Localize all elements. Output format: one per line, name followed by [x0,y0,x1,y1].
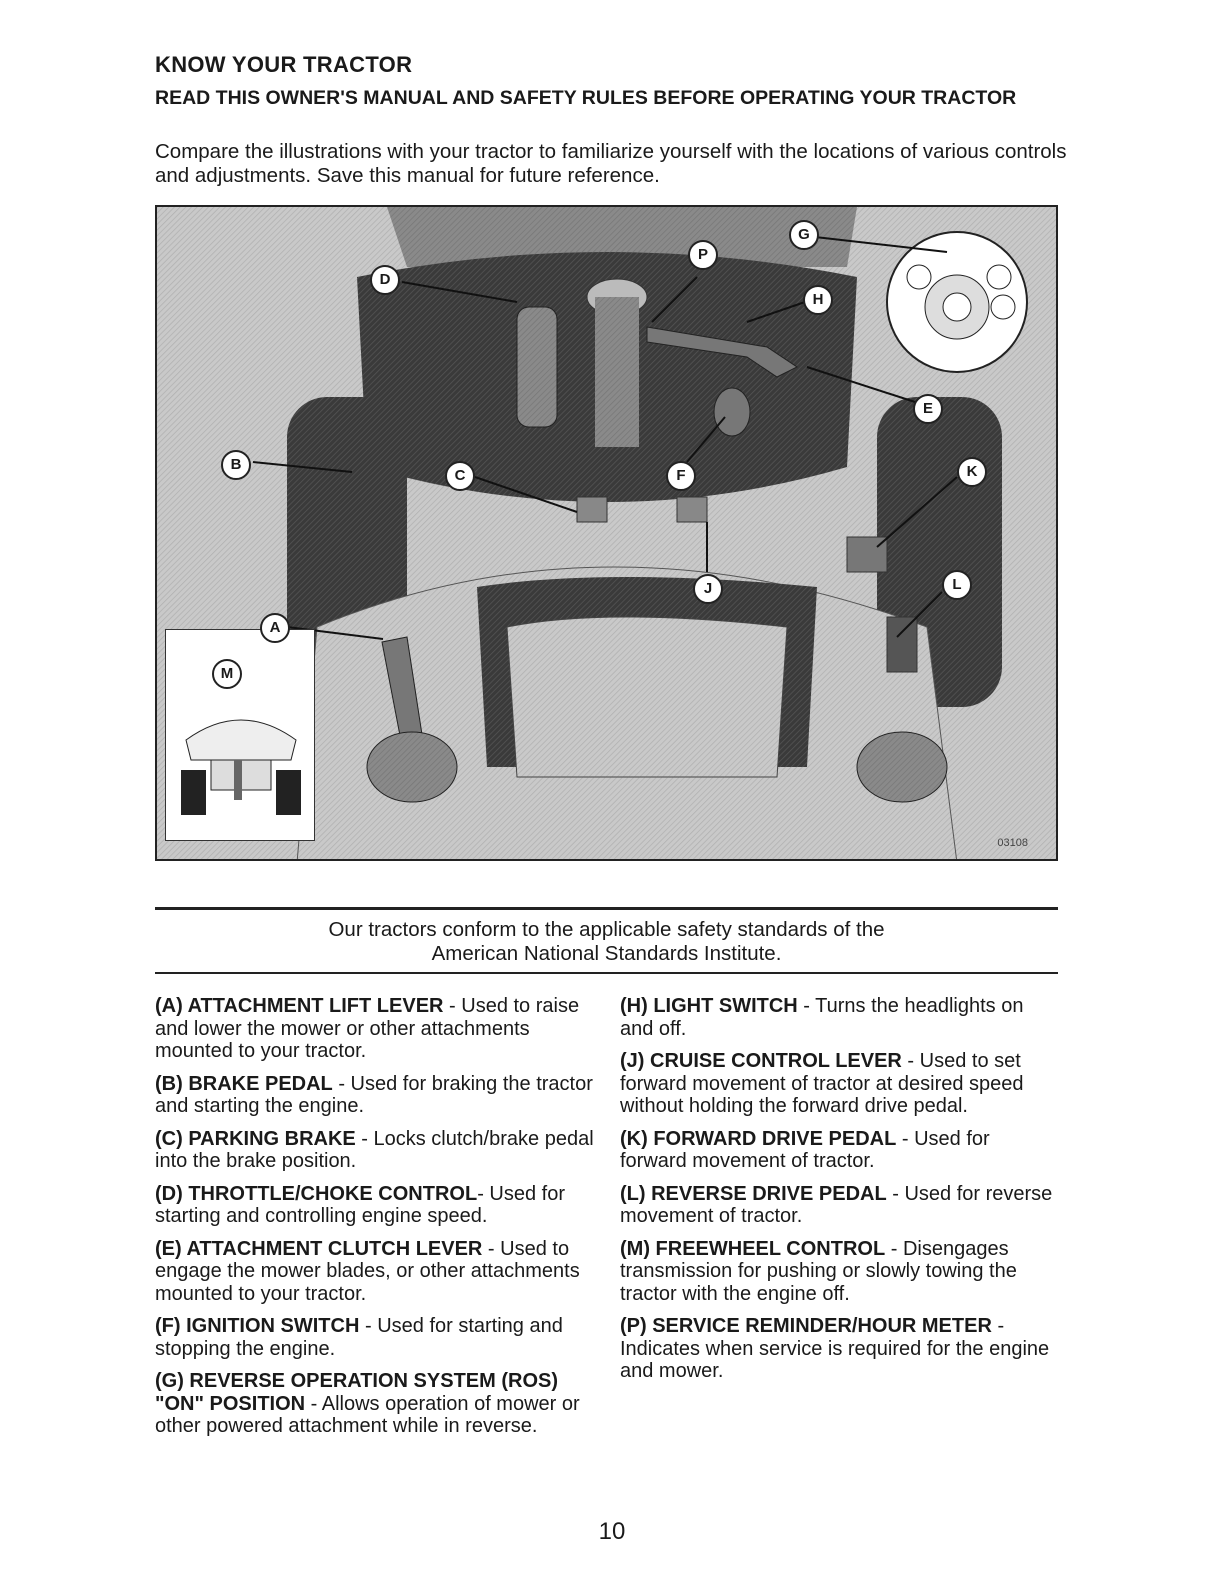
list-item: (E) ATTACHMENT CLUTCH LEVER - Used to engage the mower blades, or other attachments mounted to your tractor. [155,1237,580,1305]
callout-l: L [942,570,972,600]
freewheel-inset-drawing [166,630,313,839]
list-item: (K) FORWARD DRIVE PEDAL - Used for forward movement of tractor. [620,1127,990,1172]
list-item: (H) LIGHT SWITCH - Turns the headlights on and off. [620,995,1024,1040]
list-item: (G) REVERSE OPERATION SYSTEM (ROS) "ON" POSITION - Allows operation of mower or other powered attachment while in reverse. [155,1370,580,1437]
list-item: (C) PARKING BRAKE - Locks clutch/brake pedal into the brake position. [155,1127,594,1172]
list-item: (D) THROTTLE/CHOKE CONTROL- Used for starting and controlling engine speed. [155,1182,565,1227]
intro-paragraph: Compare the illustrations with your tractor to familiarize yourself with the locations of various controls and adjustments. Save this manual for future reference. [155,140,1067,187]
callout-f: F [666,461,696,491]
page-number: 10 [598,1518,626,1545]
ansi-note-line2: American National Standards Institute. [431,942,782,965]
figure-code: 03108 [997,837,1028,849]
tractor-controls-illustration [155,205,1058,861]
callout-m: M [212,659,242,689]
list-item: (J) CRUISE CONTROL LEVER - Used to set forward movement of tractor at desired speed without holding the forward drive pedal. [620,1050,1024,1117]
ansi-note-line1: Our tractors conform to the applicable safety standards of the [328,918,885,941]
callout-d: D [370,265,400,295]
safety-subtitle: READ THIS OWNER'S MANUAL AND SAFETY RULES BEFORE OPERATING YOUR TRACTOR [155,87,1017,109]
callout-p: P [688,240,718,270]
controls-list-right [620,995,1060,1393]
callout-e: E [913,394,943,424]
ansi-note [155,918,1058,966]
callout-k: K [957,457,987,487]
page-title: KNOW YOUR TRACTOR [155,52,413,77]
callout-h: H [803,285,833,315]
callout-c: C [445,461,475,491]
callout-g: G [789,220,819,250]
callout-a: A [260,613,290,643]
rule-top [155,907,1058,910]
controls-list-left [155,995,595,1448]
list-item: (F) IGNITION SWITCH - Used for starting and stopping the engine. [155,1315,563,1360]
list-item: (A) ATTACHMENT LIFT LEVER - Used to raise and lower the mower or other attachments mounted to your tractor. [155,995,580,1062]
freewheel-inset [165,629,315,841]
list-item: (P) SERVICE REMINDER/HOUR METER - Indicates when service is required for the engine and mower. [620,1315,1050,1382]
callout-j: J [693,574,723,604]
list-item: (B) BRAKE PEDAL - Used for braking the tractor and starting the engine. [155,1072,593,1117]
callout-b: B [221,450,251,480]
list-item: (L) REVERSE DRIVE PEDAL - Used for reverse movement of tractor. [620,1182,1053,1227]
rule-bottom [155,972,1058,974]
list-item: (M) FREEWHEEL CONTROL - Disengages transmission for pushing or slowly towing the tractor with the engine off. [620,1237,1017,1305]
